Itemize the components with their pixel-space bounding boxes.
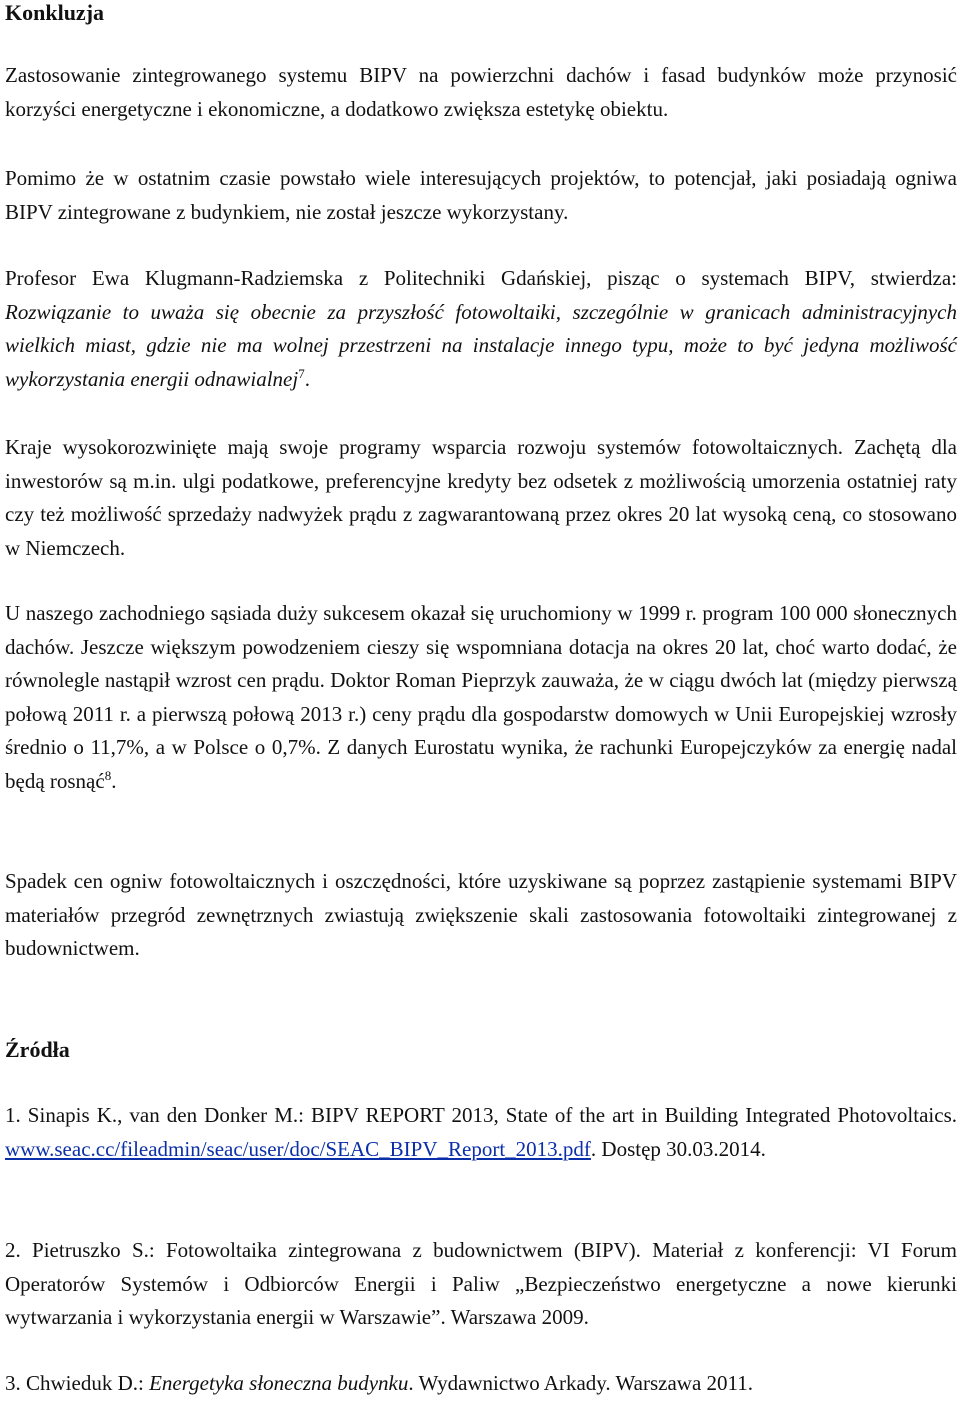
source-3-tail: . Wydawnictwo Arkady. Warszawa 2011. [408,1371,754,1395]
conclusion-paragraph-6: Spadek cen ogniw fotowoltaicznych i oszczędności, które uzyskiwane są poprzez zastąpienie systemami BIPV materiałów przegród zewnętrznych zwiastują zwiększenie skali zastosowania fotowoltaiki zintegrowanej z budownictwem. [5,869,957,960]
conclusion-heading: Konkluzja [5,0,105,25]
quote: Rozwiązanie to uważa się obecnie za przyszłość fotowoltaiki, szczególnie w granicach administracyjnych wielkich miast, gdzie nie ma wolnej przestrzeni na instalacje innego typu, może to być jedyna możliwość wykorzystania energii odnawialnej [5,299,957,391]
paragraph-5-end: . [111,768,117,793]
source-1-tail: . Dostęp 30.03.2014. [590,1136,766,1161]
paragraph-3-lead: Profesor Ewa Klugmann-Radziemska z Politechniki Gdańskiej, pisząc o systemach BIPV, stwierdza: [5,266,957,290]
footnote-ref-7: 7 [298,365,305,381]
paragraph-5-text: U naszego zachodniego sąsiada duży sukcesem okazał się uruchomiony w 1999 r. program 100 000 słonecznych dachów. Jeszcze większym powodzeniem cieszy się wspomniana dotacja na okres 20 lat, choć warto dodać, że równolegle nastąpił wzrost cen prądu. Doktor Roman Pieprzyk zauważa, że w ciągu dwóch lat (między pierwszą połową 2011 r. a pierwszą połową 2013 r.) ceny prądu dla gospodarstw domowych w Unii Europejskiej wzrosły średnio o 11,7%, a w Polsce o 0,7%. Z danych Eurostatu wynika, że rachunki Europejczyków za energię nadal będą rosnąć [5,601,957,793]
paragraph-3-end: . [304,366,310,391]
conclusion-paragraph-4: Kraje wysokorozwinięte mają swoje programy wsparcia rozwoju systemów fotowoltaicznych. Zachętą dla inwestorów są m.in. ulgi podatkowe, preferencyjne kredyty bez odsetek z możliwością umorzenia ostatniej raty czy też możliwość sprzedaży nadwyżek prądu z zagwarantowaną przez okres 20 lat wysoką ceną, co stosowano w Niemczech. [5,435,957,560]
conclusion-paragraph-1: Zastosowanie zintegrowanego systemu BIPV na powierzchni dachów i fasad budynków może przynosić korzyści energetyczne i ekonomiczne, a dodatkowo zwiększa estetykę obiektu. [5,63,957,121]
source-2: 2. Pietruszko S.: Fotowoltaika zintegrowana z budownictwem (BIPV). Materiał z konferencji: VI Forum Operatorów Systemów i Odbiorców Energii i Paliw „Bezpieczeństwo energetyczne a nowe kierunki wytwarzania i wykorzystania energii w Warszawie”. Warszawa 2009. [5,1238,957,1329]
source-3-title: Energetyka słoneczna budynku [149,1371,409,1395]
source-3-lead: 3. Chwieduk D.: [5,1371,150,1395]
source-1-text: 1. Sinapis K., van den Donker M.: BIPV REPORT 2013, State of the art in Building Integrated Photovoltaics. [5,1103,957,1127]
conclusion-paragraph-2: Pomimo że w ostatnim czasie powstało wiele interesujących projektów, to potencjał, jaki posiadają ogniwa BIPV zintegrowane z budynkiem, nie został jeszcze wykorzystany. [5,166,957,224]
conclusion-paragraph-5 [5,597,957,798]
sources-heading: Źródła [5,1037,70,1062]
source-1-link[interactable]: www.seac.cc/fileadmin/seac/user/doc/SEAC_BIPV_Report_2013.pdf [5,1136,591,1161]
source-1 [5,1099,957,1166]
source-3 [5,1367,957,1401]
footnote-ref-8: 8 [104,767,112,783]
conclusion-paragraph-3 [5,262,957,396]
